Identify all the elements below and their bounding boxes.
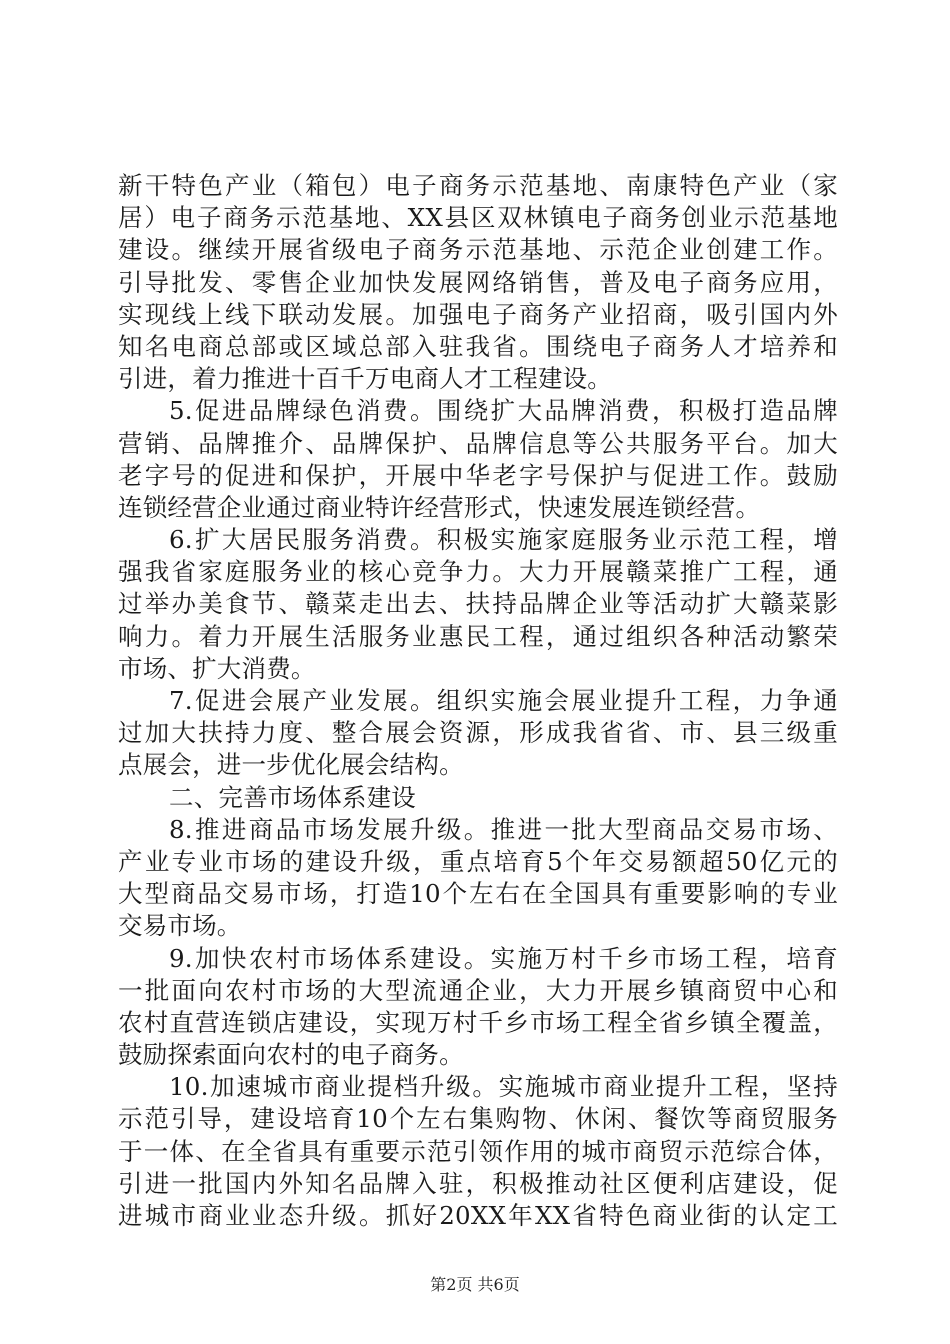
- text-line: 于一体、在全省具有重要示范引领作用的城市商贸示范综合体，: [118, 1136, 838, 1166]
- text-line: 引导批发、零售企业加快发展网络销售，普及电子商务应用，: [118, 267, 838, 297]
- text-line: 引进，着力推进十百千万电商人才工程建设。: [118, 364, 612, 394]
- text-line: 过举办美食节、赣菜走出去、扶持品牌企业等活动扩大赣菜影: [118, 589, 838, 619]
- text-line: 新干特色产业（箱包）电子商务示范基地、南康特色产业（家: [118, 171, 838, 200]
- body-text: [118, 170, 838, 1232]
- text-line: 引进一批国内外知名品牌入驻，积极推动社区便利店建设，促: [118, 1168, 838, 1198]
- text-line: 居）电子商务示范基地、XX县区双林镇电子商务创业示范基地: [118, 203, 838, 233]
- text-line: 鼓励探索面向农村的电子商务。: [118, 1040, 464, 1070]
- text-line: 农村直营连锁店建设，实现万村千乡市场工程全省乡镇全覆盖，: [118, 1007, 838, 1037]
- text-line: 强我省家庭服务业的核心竞争力。大力开展赣菜推广工程，通: [118, 557, 838, 587]
- text-line: 点展会，进一步优化展会结构。: [118, 750, 464, 780]
- text-line: 10.加速城市商业提档升级。实施城市商业提升工程，坚持: [169, 1072, 838, 1102]
- text-line: 实现线上线下联动发展。加强电子商务产业招商，吸引国内外: [118, 299, 838, 329]
- text-line: 进城市商业业态升级。抓好20XX年XX省特色商业街的认定工: [118, 1201, 838, 1230]
- text-line: 建设。继续开展省级电子商务示范基地、示范企业创建工作。: [118, 235, 838, 265]
- text-line: 一批面向农村市场的大型流通企业，大力开展乡镇商贸中心和: [118, 975, 838, 1005]
- text-line: 9.加快农村市场体系建设。实施万村千乡市场工程，培育: [169, 943, 838, 973]
- text-line: 产业专业市场的建设升级，重点培育5个年交易额超50亿元的: [118, 846, 838, 876]
- text-line: 知名电商总部或区域总部入驻我省。围绕电子商务人才培养和: [118, 331, 838, 361]
- text-line: 过加大扶持力度、整合展会资源，形成我省省、市、县三级重: [118, 718, 838, 748]
- text-line: 响力。着力开展生活服务业惠民工程，通过组织各种活动繁荣: [118, 621, 838, 651]
- text-line: 5.促进品牌绿色消费。围绕扩大品牌消费，积极打造品牌: [169, 396, 838, 426]
- text-line: 7.促进会展产业发展。组织实施会展业提升工程，力争通: [169, 686, 838, 715]
- text-line: 大型商品交易市场，打造10个左右在全国具有重要影响的专业: [118, 879, 838, 909]
- text-line: 示范引导，建设培育10个左右集购物、休闲、餐饮等商贸服务: [118, 1104, 838, 1134]
- text-line: 6.扩大居民服务消费。积极实施家庭服务业示范工程，增: [169, 525, 838, 555]
- text-line: 交易市场。: [118, 911, 242, 941]
- text-line: 二、完善市场体系建设: [169, 782, 416, 812]
- text-line: 8.推进商品市场发展升级。推进一批大型商品交易市场、: [169, 814, 838, 844]
- text-line: 连锁经营企业通过商业特许经营形式，快速发展连锁经营。: [118, 492, 761, 522]
- text-line: 老字号的促进和保护，开展中华老字号保护与促进工作。鼓励: [118, 460, 838, 490]
- text-line: 营销、品牌推介、品牌保护、品牌信息等公共服务平台。加大: [118, 428, 838, 458]
- text-line: 市场、扩大消费。: [118, 653, 316, 683]
- page-footer: 第2页 共6页: [430, 1275, 520, 1294]
